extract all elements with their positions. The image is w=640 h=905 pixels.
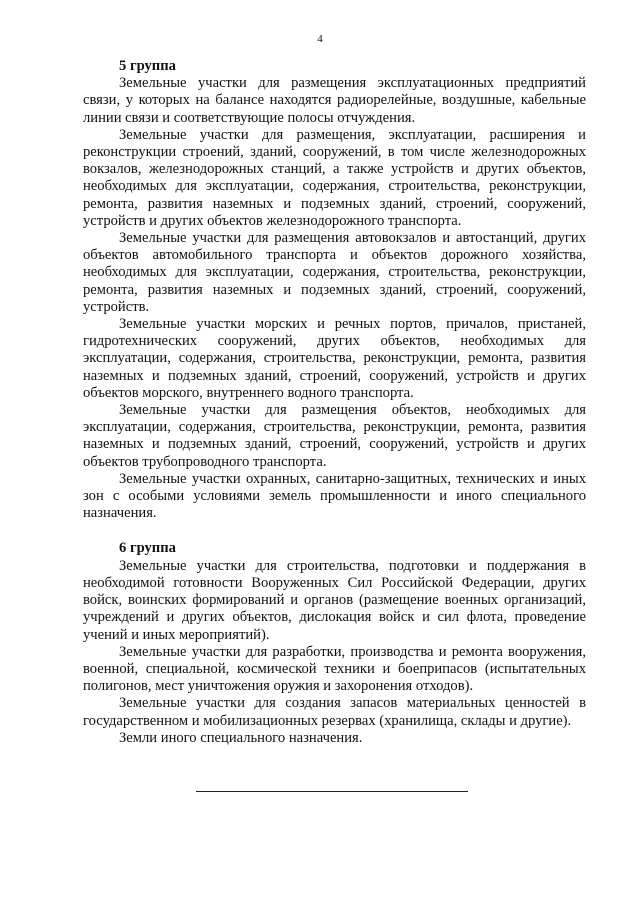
- paragraph: Земельные участки морских и речных портов, причалов, пристаней, гидротехнических сооружений, других объектов, необходимых для эксплуатации, содержания, строительства, реконструкции, ремонта, развития наземных и подземных зданий, строений, сооружений, устройств и других объектов морского, внутреннего водного транспорта.: [83, 316, 586, 401]
- paragraph: Земельные участки охранных, санитарно-защитных, технических и иных зон с особыми условиями земель промышленности и иного специального назначения.: [83, 470, 586, 522]
- end-divider-line: [196, 791, 468, 792]
- document-body: [83, 58, 586, 747]
- section-heading: 6 группа: [119, 540, 176, 557]
- paragraph: Земельные участки для размещения, эксплуатации, расширения и реконструкции строений, зданий, сооружений, в том числе железнодорожных вокзалов, железнодорожных станций, а также устройств и других объектов, необходимых для эксплуатации, содержания, строительства, реконструкции, ремонта, развития наземных и подземных зданий, строений, сооружений, устройств и других объектов железнодорожного транспорта.: [83, 126, 586, 229]
- page-number: 4: [317, 33, 323, 45]
- section-heading: 5 группа: [119, 58, 176, 74]
- section-group-5: [83, 58, 586, 522]
- paragraph: Земельные участки для размещения эксплуатационных предприятий связи, у которых на балансе находятся радиорелейные, воздушные, кабельные линии связи и соответствующие полосы отчуждения.: [83, 75, 586, 126]
- paragraph: Земли иного специального назначения.: [119, 729, 363, 746]
- paragraph: Земельные участки для размещения объектов, необходимых для эксплуатации, содержания, строительства, реконструкции, ремонта, развития наземных и подземных зданий, строений, сооружений, устройств и других объектов трубопроводного транспорта.: [83, 402, 586, 470]
- paragraph: Земельные участки для строительства, подготовки и поддержания в необходимой готовности Вооруженных Сил Российской Федерации, других войск, воинских формирований и органов (размещение военных организаций, учреждений и других объектов, дислокация войск и сил флота, проведение учений и иных мероприятий).: [83, 557, 586, 643]
- section-group-6: [83, 540, 586, 746]
- section-spacer: [83, 522, 586, 540]
- paragraph: Земельные участки для размещения автовокзалов и автостанций, других объектов автомобильного транспорта и объектов дорожного хозяйства, необходимых для эксплуатации, содержания, строительства, реконструкции, ремонта, развития наземных и подземных зданий, строений, сооружений, устройств.: [83, 230, 586, 315]
- paragraph: Земельные участки для разработки, производства и ремонта вооружения, военной, специальной, космической техники и боеприпасов (испытательных полигонов, мест уничтожения оружия и захоронения отходов).: [83, 643, 586, 695]
- paragraph: Земельные участки для создания запасов материальных ценностей в государственном и мобилизационных резервах (хранилища, склады и другие).: [83, 695, 586, 729]
